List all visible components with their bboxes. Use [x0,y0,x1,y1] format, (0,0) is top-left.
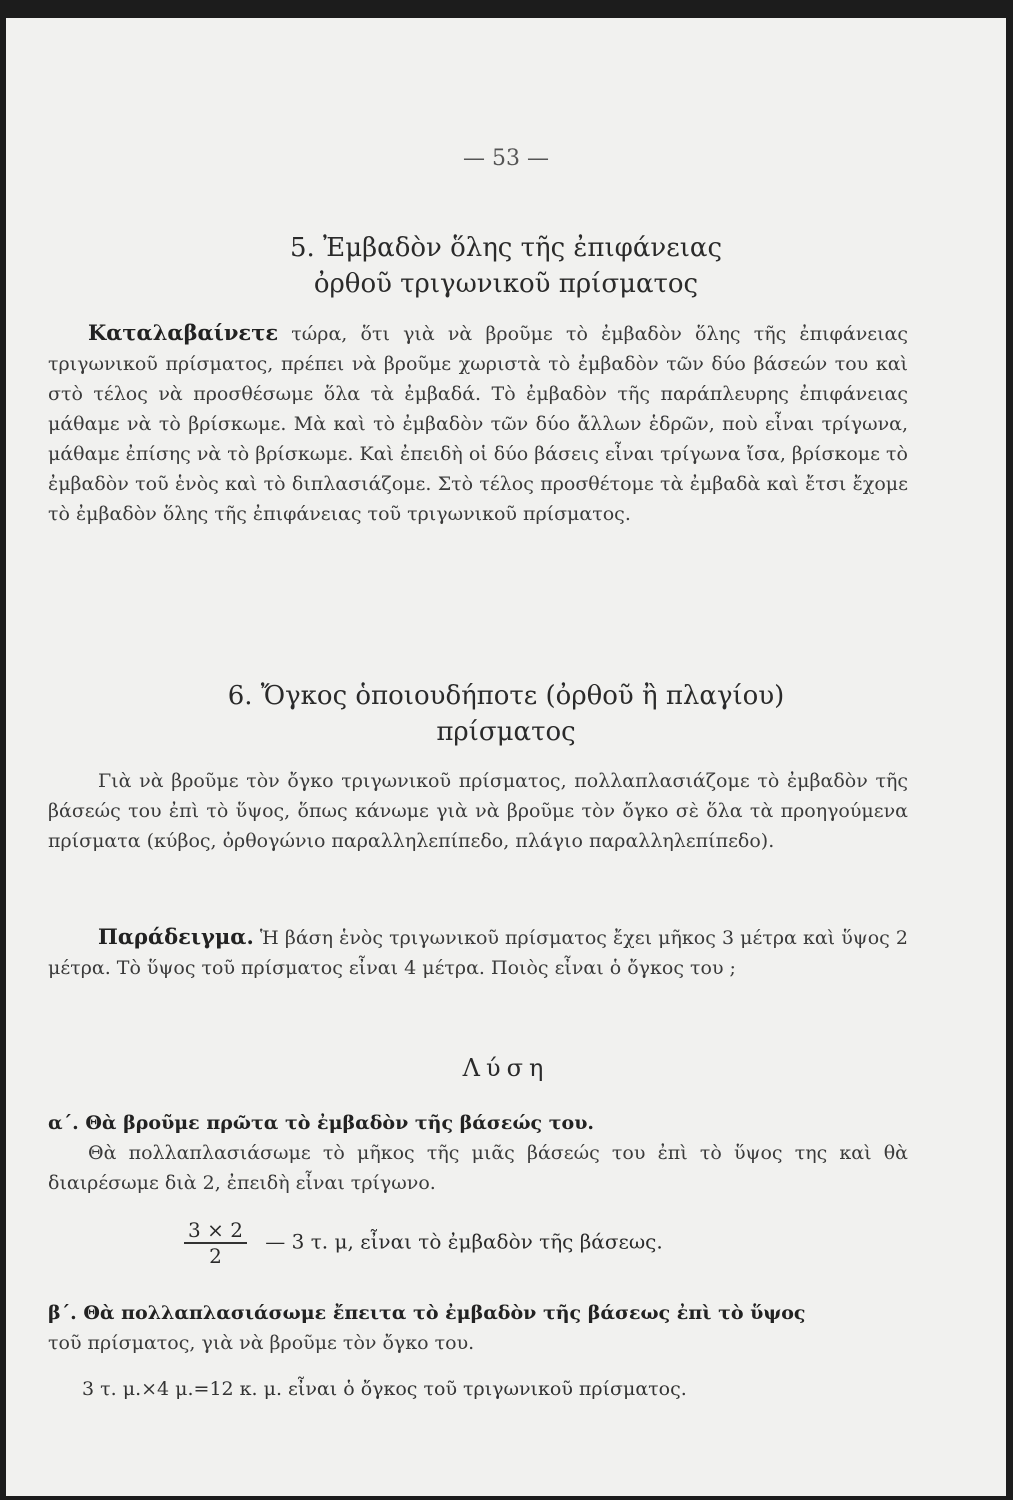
fraction-denominator: 2 [209,1244,222,1268]
fraction-numerator: 3 × 2 [184,1218,247,1244]
fraction-result: — 3 τ. μ, εἶναι τὸ ἐμβαδὸν τῆς βάσεως. [265,1229,663,1254]
step-a-text: Θὰ πολλαπλασιάσωμε τὸ μῆκος τῆς μιᾶς βάσεώς του ἐπὶ τὸ ὕψος της καὶ θὰ διαιρέσωμε διὰ 2, ἐπειδὴ εἶναι τρίγωνο. [48,1142,908,1194]
solution-title: Λύση [462,1054,550,1082]
section-5-heading-line2: ὀρθοῦ τριγωνικοῦ πρίσματος [313,269,699,299]
step-b-lead: β΄. Θὰ πολλαπλασιάσωμε ἔπειτα τὸ ἐμβαδὸν τῆς βάσεως ἐπὶ τὸ ὕψος [48,1302,806,1324]
section-6-heading-line2: πρίσματος [436,717,576,747]
section-5-lead-word: Καταλαβαίνετε [88,320,279,345]
example-text: Ἡ βάση ἑνὸς τριγωνικοῦ πρίσματος ἔχει μῆκος 3 μέτρα καὶ ὕψος 2 μέτρα. Τὸ ὕψος τοῦ πρίσματος εἶναι 4 μέτρα. Ποιὸς εἶναι ὁ ὄγκος του ; [48,927,908,979]
step-b-text: τοῦ πρίσματος, γιὰ νὰ βροῦμε τὸν ὄγκο του. [48,1332,475,1354]
section-6-heading [6,678,1006,750]
step-a [48,1108,908,1198]
section-5-heading-line1: 5. Ἐμβαδὸν ὅλης τῆς ἐπιφάνειας [289,233,723,263]
section-6-heading-line1: 6. Ὄγκος ὁποιουδήποτε (ὀρθοῦ ἢ πλαγίου) [227,681,785,711]
book-page [6,18,1006,1496]
area-formula [184,1218,663,1268]
section-5-text: τώρα, ὅτι γιὰ νὰ βροῦμε τὸ ἐμβαδὸν ὅλης τῆς ἐπιφάνειας τριγωνικοῦ πρίσματος, πρέπει νὰ βροῦμε χωριστὰ τὸ ἐμβαδὸν τῶν δύο βάσεών του καὶ στὸ τέλος νὰ προσθέσωμε ὅλα τὰ ἐμβαδά. Τὸ ἐμβαδὸν τῆς παράπλευρης ἐπιφάνειας μάθαμε νὰ τὸ βρίσκωμε. Μὰ καὶ τὸ ἐμβαδὸν τῶν δύο ἄλλων ἑδρῶν, ποὺ εἶναι τρίγωνα, μάθαμε ἐπίσης νὰ τὸ βρίσκωμε. Καὶ ἐπειδὴ οἱ δύο βάσεις εἶναι τρίγωνα ἴσα, βρίσκομε τὸ ἐμβαδὸν τοῦ ἑνὸς καὶ τὸ διπλασιάζομε. Στὸ τέλος προσθέτομε τὰ ἐμβαδὰ καὶ ἔτσι ἔχομε τὸ ἐμβαδὸν ὅλης τῆς ἐπιφάνειας τοῦ τριγωνικοῦ πρίσματος. [48,323,909,525]
section-5-heading [6,230,1006,302]
area-fraction [184,1218,247,1268]
final-result: 3 τ. μ.×4 μ.=12 κ. μ. εἶναι ὁ ὄγκος τοῦ τριγωνικοῦ πρίσματος. [82,1378,687,1400]
section-6-paragraph: Γιὰ νὰ βροῦμε τὸν ὄγκο τριγωνικοῦ πρίσματος, πολλαπλασιάζομε τὸ ἐμβαδὸν τῆς βάσεώς του ἐπὶ τὸ ὕψος, ὅπως κάνωμε γιὰ νὰ βροῦμε τὸν ὄγκο σὲ ὅλα τὰ προηγούμενα πρίσματα (κύβος, ὀρθογώνιο παραλληλεπίπεδο, πλάγιο παραλληλεπίπεδο). [48,770,908,852]
page-number: — 53 — [463,146,549,171]
section-5-paragraph [48,318,908,529]
example-label: Παράδειγμα. [98,924,254,949]
example-paragraph [48,922,908,983]
step-b [48,1298,908,1358]
step-a-lead: α΄. Θὰ βροῦμε πρῶτα τὸ ἐμβαδὸν τῆς βάσεώς του. [48,1112,594,1134]
